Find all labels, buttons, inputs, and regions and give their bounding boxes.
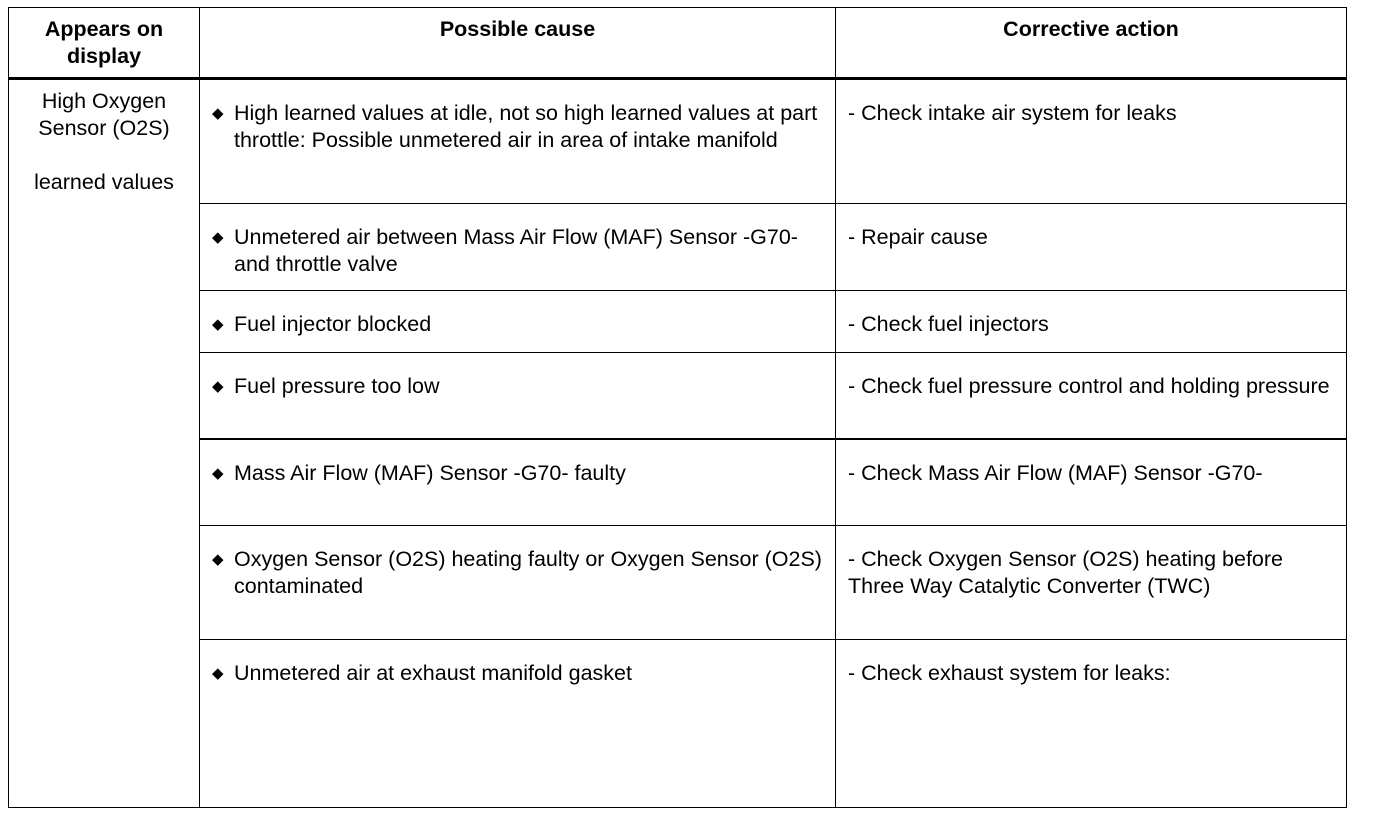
cause-text: High learned values at idle, not so high learned values at part throttle: Possible unmetered air in area of intake manifold — [234, 101, 818, 152]
diamond-bullet-icon: ◆ — [212, 551, 224, 568]
cause-text: Unmetered air at exhaust manifold gasket — [234, 661, 632, 685]
table-row — [9, 353, 1347, 439]
display-value-line: Sensor (O2S) — [38, 116, 170, 140]
cause-text: Fuel injector blocked — [234, 312, 432, 336]
action-cell: - Check intake air system for leaks — [836, 79, 1347, 204]
cause-cell — [200, 291, 836, 353]
display-value-cell — [9, 79, 200, 808]
display-value-line: High Oxygen — [41, 89, 167, 113]
action-cell: - Repair cause — [836, 204, 1347, 291]
table-row — [9, 204, 1347, 291]
table-row — [9, 526, 1347, 640]
display-value-spacer — [13, 142, 195, 169]
cause-text: Mass Air Flow (MAF) Sensor -G70- faulty — [234, 460, 626, 485]
table-row — [9, 439, 1347, 526]
diamond-bullet-icon: ◆ — [212, 316, 224, 333]
cause-cell — [200, 79, 836, 204]
cause-cell — [200, 353, 836, 439]
cause-cell — [200, 526, 836, 640]
action-cell: - Check Oxygen Sensor (O2S) heating before Three Way Catalytic Converter (TWC) — [836, 526, 1347, 640]
cause-cell — [200, 640, 836, 808]
header-row — [9, 8, 1347, 79]
action-cell: - Check fuel pressure control and holding pressure — [836, 353, 1347, 439]
cause-text: Oxygen Sensor (O2S) heating faulty or Oxygen Sensor (O2S) contaminated — [234, 547, 822, 598]
action-cell: - Check fuel injectors — [836, 291, 1347, 353]
cause-text: Fuel pressure too low — [234, 374, 440, 398]
diamond-bullet-icon: ◆ — [212, 464, 224, 482]
action-cell: - Check exhaust system for leaks: — [836, 640, 1347, 808]
cause-cell — [200, 439, 836, 526]
cause-cell — [200, 204, 836, 291]
display-value-line: learned values — [34, 170, 174, 194]
table-row — [9, 640, 1347, 808]
diamond-bullet-icon: ◆ — [212, 229, 224, 246]
table-row — [9, 79, 1347, 204]
diagnosis-table — [8, 7, 1347, 808]
action-cell: - Check Mass Air Flow (MAF) Sensor -G70- — [836, 439, 1347, 526]
table-row — [9, 291, 1347, 353]
diamond-bullet-icon: ◆ — [212, 378, 224, 395]
cause-text: Unmetered air between Mass Air Flow (MAF) Sensor -G70- and throttle valve — [234, 225, 798, 276]
header-corrective-action: Corrective action — [836, 8, 1347, 79]
header-possible-cause: Possible cause — [200, 8, 836, 79]
diamond-bullet-icon: ◆ — [212, 105, 224, 122]
diamond-bullet-icon: ◆ — [212, 665, 224, 682]
header-appears-on-display: Appears on display — [9, 8, 200, 79]
